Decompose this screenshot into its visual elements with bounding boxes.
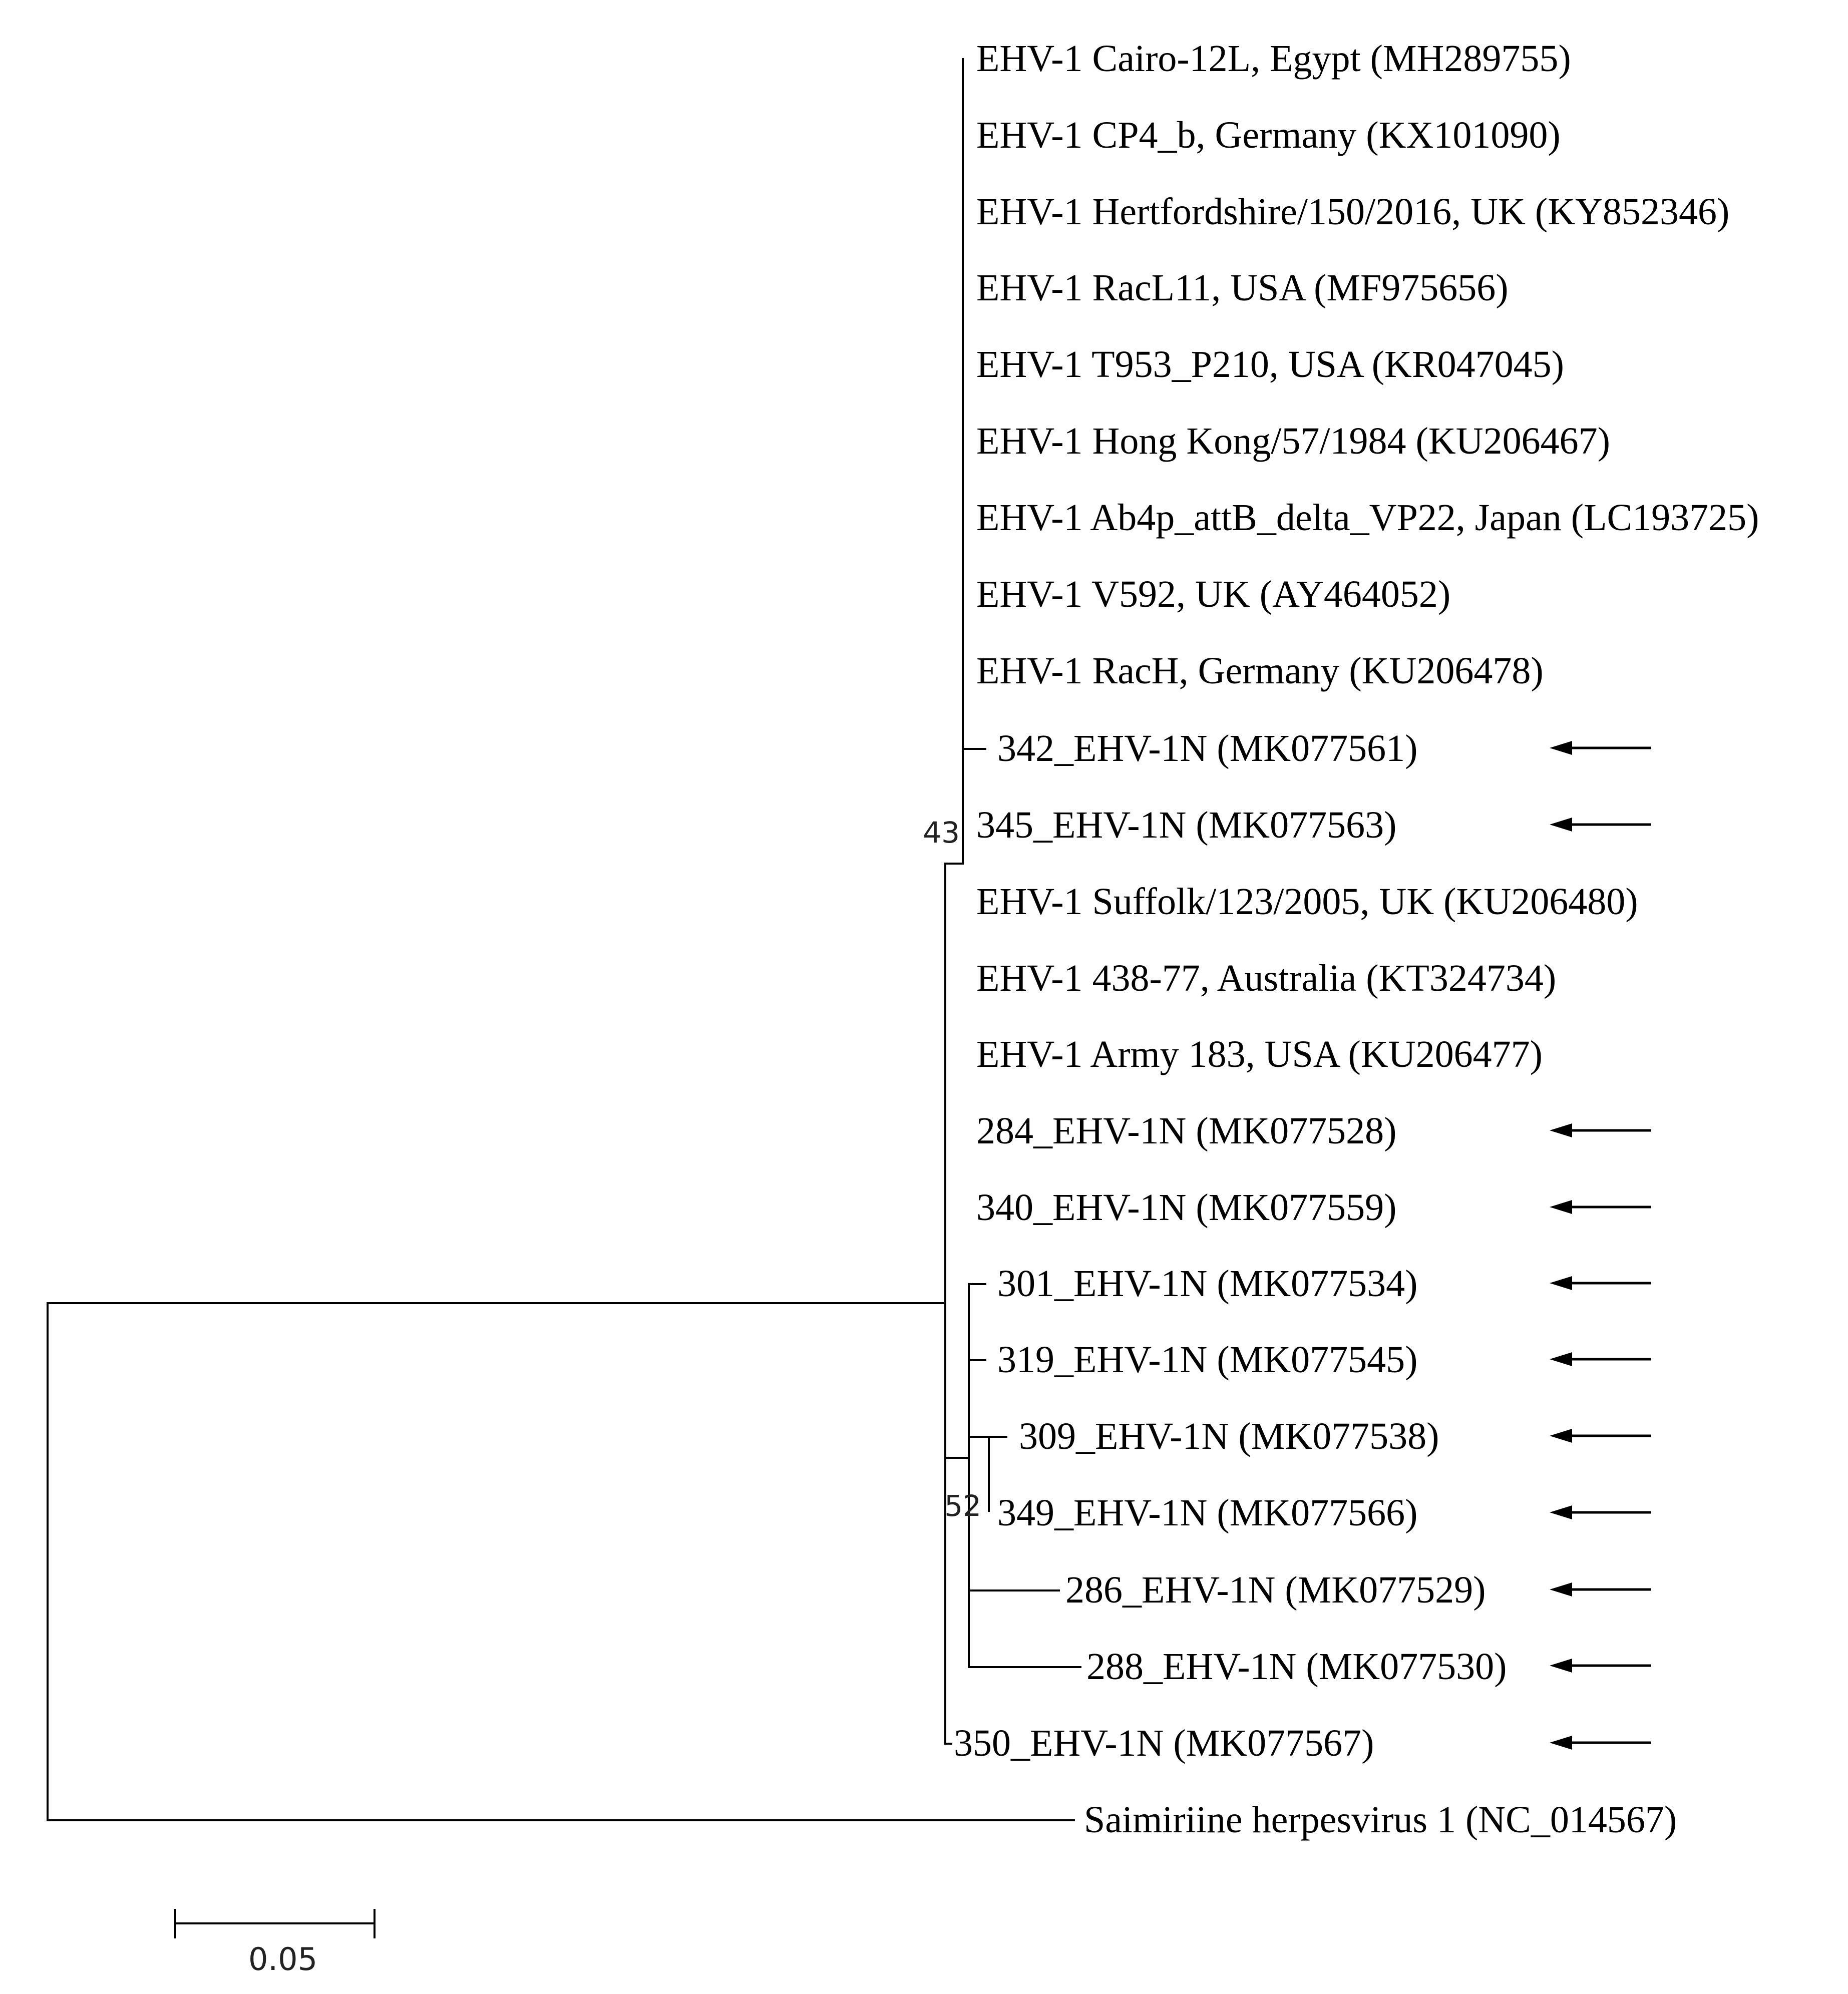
arrow-icon: [1550, 1582, 1651, 1597]
arrow-icon: [1550, 1123, 1651, 1137]
bootstrap-values: [923, 816, 981, 1523]
leaf-label: 309_EHV-1N (MK077538): [1019, 1415, 1439, 1457]
arrow-icon: [1550, 1659, 1651, 1673]
scale-bar: [175, 1910, 375, 1977]
leaf-label: EHV-1 Hong Kong/57/1984 (KU206467): [976, 420, 1610, 462]
leaf-label: 301_EHV-1N (MK077534): [997, 1263, 1418, 1305]
leaf-label: 349_EHV-1N (MK077566): [997, 1492, 1418, 1534]
leaf-label: 350_EHV-1N (MK077567): [954, 1722, 1374, 1764]
leaf-label: EHV-1 Army 183, USA (KU206477): [976, 1033, 1543, 1075]
leaf-label: EHV-1 438-77, Australia (KT324734): [976, 957, 1557, 999]
arrow-icon: [1550, 1429, 1651, 1443]
arrow-icon: [1550, 1352, 1651, 1366]
leaf-labels: [954, 38, 1759, 1841]
leaf-label: EHV-1 CP4_b, Germany (KX101090): [976, 114, 1561, 156]
arrow-icon: [1550, 1200, 1651, 1214]
leaf-label: EHV-1 V592, UK (AY464052): [976, 573, 1451, 615]
leaf-label: 284_EHV-1N (MK077528): [976, 1110, 1397, 1152]
arrow-icon: [1550, 818, 1651, 832]
tree-branches: [48, 59, 1080, 1820]
leaf-label: EHV-1 T953_P210, USA (KR047045): [976, 343, 1564, 385]
leaf-label: Saimiriine herpesvirus 1 (NC_014567): [1084, 1799, 1677, 1841]
leaf-label: EHV-1 Cairo-12L, Egypt (MH289755): [976, 38, 1571, 80]
leaf-label: 286_EHV-1N (MK077529): [1065, 1569, 1486, 1611]
leaf-label: EHV-1 Ab4p_attB_delta_VP22, Japan (LC193725): [976, 497, 1759, 539]
leaf-label: 345_EHV-1N (MK077563): [976, 804, 1397, 846]
bootstrap-value-309-349: 52: [944, 1489, 981, 1523]
scale-bar-label: 0.05: [248, 1941, 318, 1977]
leaf-label: 319_EHV-1N (MK077545): [997, 1339, 1418, 1381]
leaf-label: 340_EHV-1N (MK077559): [976, 1186, 1397, 1229]
arrow-icon: [1550, 1736, 1651, 1750]
leaf-label: EHV-1 Suffolk/123/2005, UK (KU206480): [976, 881, 1638, 923]
arrow-icon: [1550, 1276, 1651, 1290]
leaf-label: 288_EHV-1N (MK077530): [1086, 1646, 1507, 1688]
bootstrap-value-ehv1-clade: 43: [923, 816, 960, 850]
leaf-label: EHV-1 Hertfordshire/150/2016, UK (KY852346): [976, 191, 1730, 233]
leaf-label: EHV-1 RacH, Germany (KU206478): [976, 650, 1544, 692]
arrow-icon: [1550, 1505, 1651, 1519]
arrow-icon: [1550, 741, 1651, 755]
leaf-label: EHV-1 RacL11, USA (MF975656): [976, 267, 1509, 309]
leaf-label: 342_EHV-1N (MK077561): [997, 727, 1418, 769]
